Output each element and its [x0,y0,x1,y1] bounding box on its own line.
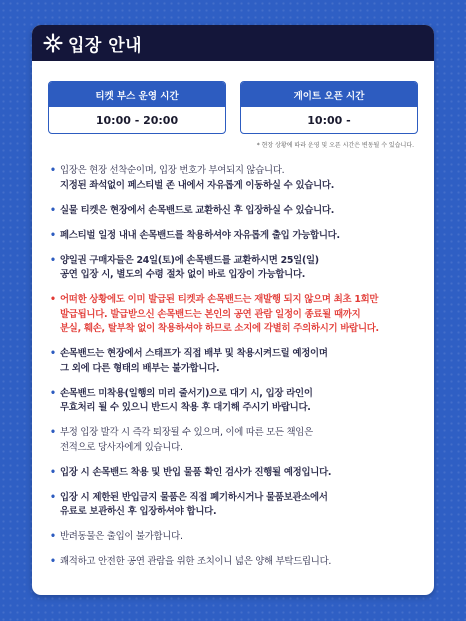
bullet: • [50,427,56,438]
list-item: • 입장은 현장 선착순이며, 입장 번호가 부여되지 않습니다. 지정된 좌석없이 페스티벌 존 내에서 자유롭게 이동하실 수 있습니다. [50,165,334,191]
bullet: • [50,466,56,478]
bullet: • [50,531,56,542]
bullet: • [50,204,56,216]
list-item-warning: • 어떠한 상황에도 이미 발급된 티켓과 손목밴드는 재발행 되지 않으며 최초 1회만 발급됩니다. 발급받으신 손목밴드는 본인의 공연 관람 일정이 종료될 때까지 분실, 훼손, 탈부착 없이 착용하셔야 하므로 소지에 각별히 주의하시기 바랍니다. [50,294,379,334]
sparkle-icon [43,33,63,53]
bullet: • [50,294,56,305]
list-item: • 부정 입장 발각 시 즉각 퇴장될 수 있으며, 이에 따른 모든 책임은 전적으로 당사자에게 있습니다. [50,427,313,453]
page-title: 입장 안내 [68,35,143,56]
list-item: • 양일권 구매자들은 24일(토)에 손목밴드를 교환하시면 25일(일) 공연 입장 시, 별도의 수령 절차 없이 바로 입장이 가능합니다. [50,254,319,280]
list-item: • 반려동물은 출입이 불가합니다. [50,530,422,545]
bullet: • [50,229,56,241]
ticket-booth-hours-box [48,81,226,134]
card-header [32,25,434,61]
bullet: • [50,348,56,359]
list-item: • 입장 시 손목밴드 착용 및 반입 물품 확인 검사가 진행될 예정입니다. [50,466,422,481]
bullet: • [50,556,56,567]
list-item: • 쾌적하고 안전한 공연 관람을 위한 조치이니 넓은 양해 부탁드립니다. [50,555,422,570]
bullet: • [50,491,56,503]
gate-open-time-value: 10:00 - [307,113,351,127]
list-item: • 입장 시 제한된 반입금지 물품은 직접 폐기하시거나 물품보관소에서 유료로 보관하신 후 입장하셔야 합니다. [50,491,328,517]
time-boxes [32,81,434,134]
bullet: • [50,165,56,176]
bullet: • [50,387,56,399]
guide-list [32,164,434,570]
gate-open-time-label: 게이트 오픈 시간 [241,82,417,107]
time-change-note: * 현장 상황에 따라 운영 및 오픈 시간은 변동될 수 있습니다. [256,142,414,149]
list-item: • 손목밴드는 현장에서 스태프가 직접 배부 및 착용시켜드릴 예정이며 그 외에 다른 형태의 배부는 불가합니다. [50,348,328,374]
list-item: • 페스티벌 일정 내내 손목밴드를 착용하셔야 자유롭게 출입 가능합니다. [50,229,422,244]
entry-guide-card [32,25,434,595]
gate-open-time-box [240,81,418,134]
bullet: • [50,254,56,266]
ticket-booth-hours-label: 티켓 부스 운영 시간 [49,82,225,107]
list-item: • 손목밴드 미착용(일행의 미리 줄서기)으로 대기 시, 입장 라인이 무효처리 될 수 있으니 반드시 착용 후 대기해 주시기 바랍니다. [50,387,313,413]
ticket-booth-hours-value: 10:00 - 20:00 [95,113,179,127]
list-item: • 실물 티켓은 현장에서 손목밴드로 교환하신 후 입장하실 수 있습니다. [50,204,422,219]
